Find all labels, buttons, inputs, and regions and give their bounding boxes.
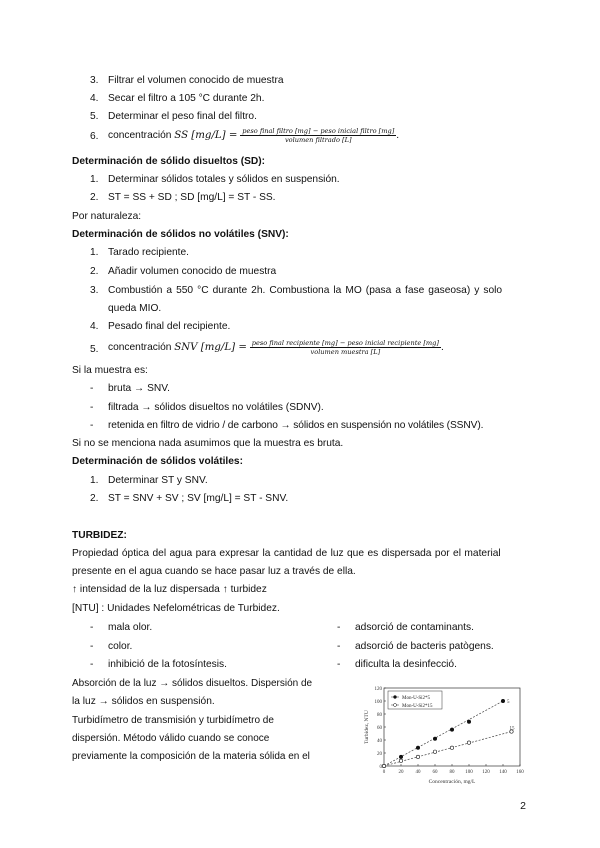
formula-end: .: [440, 342, 444, 354]
data-point: [467, 720, 470, 723]
x-axis-label: Concentración, mg/L: [428, 779, 476, 785]
bullet: -: [90, 383, 94, 394]
ss-formula: [108, 127, 399, 144]
y-axis-label: Turbidez, NTU: [364, 710, 370, 744]
legend-marker: [394, 704, 397, 707]
list-number: 1.: [90, 475, 99, 486]
list-item: adsorció de contaminants.: [355, 622, 474, 633]
paragraph: Turbidímetro de transmisión y turbidímetro de: [72, 715, 274, 726]
formula-numerator: peso final filtro [mg] − peso inicial filtro [mg]: [242, 127, 395, 135]
x-tick-label: 120: [482, 770, 490, 775]
y-tick-label: 0: [379, 764, 382, 770]
data-point: [382, 764, 385, 767]
list-item: retenida en filtro de vidrio / de carbono → sólidos en suspensión no volátiles (SSNV).: [108, 420, 484, 431]
formula-denominator: volumen filtrado [L]: [284, 136, 352, 144]
list-item: Combustión a 550 °C durante 2h. Combustiona la MO (pasa a fase gaseosa) y solo: [108, 285, 503, 296]
paragraph: dispersión. Método válido cuando se conoce: [72, 733, 270, 744]
paragraph: la luz → sólidos en suspensión.: [72, 696, 215, 707]
x-tick-label: 0: [382, 770, 386, 775]
x-tick-label: 140: [499, 770, 507, 775]
x-tick-label: 100: [465, 770, 473, 775]
list-number: 5.: [90, 111, 99, 122]
formula-numerator: peso final recipiente [mg] − peso inicial recipiente [mg]: [251, 339, 439, 347]
list-number: 4.: [90, 93, 99, 104]
list-item: ST = SNV + SV ; SV [mg/L] = ST - SNV.: [108, 493, 289, 504]
legend-label: Mon-U-Si2*15: [402, 703, 433, 709]
list-item: mala olor.: [108, 622, 153, 633]
paragraph: ↑ intensidad de la luz dispersada ↑ turbidez: [72, 584, 267, 595]
formula-label: concentración: [108, 342, 172, 354]
y-tick-label: 60: [377, 725, 382, 731]
y-tick-label: 20: [377, 751, 382, 757]
list-item: Determinar sólidos totales y sólidos en suspensión.: [108, 174, 340, 185]
formula-label: concentración: [108, 130, 172, 142]
bullet: -: [90, 622, 94, 633]
series-end-label: 15: [509, 726, 515, 732]
legend-marker: [394, 696, 397, 699]
list-item: inhibició de la fotosíntesis.: [108, 659, 227, 670]
list-number: 2.: [90, 266, 99, 277]
series-end-label: 5: [507, 700, 510, 705]
x-tick-label: 160: [516, 770, 524, 775]
y-tick-label: 120: [374, 686, 382, 692]
bullet: -: [337, 641, 341, 652]
list-number: 3.: [90, 75, 99, 86]
page-number: 2: [520, 800, 526, 812]
list-item: color.: [108, 641, 133, 652]
list-item: ST = SS + SD ; SD [mg/L] = ST - SS.: [108, 192, 276, 203]
formula-end: .: [396, 130, 400, 142]
list-item: Tarado recipiente.: [108, 247, 189, 258]
list-number: 4.: [90, 321, 99, 332]
section-heading-turbidez: TURBIDEZ:: [72, 530, 127, 541]
paragraph: Propiedad óptica del agua para expresar la cantidad de luz que es dispersada por el material: [72, 548, 501, 559]
list-number: 2.: [90, 192, 99, 203]
list-item: bruta → SNV.: [108, 383, 170, 394]
snv-formula: [108, 339, 444, 356]
list-item: Determinar ST y SNV.: [108, 475, 208, 486]
bullet: -: [337, 622, 341, 633]
formula-denominator: volumen muestra [L]: [310, 348, 381, 356]
x-tick-label: 60: [432, 770, 438, 775]
data-point: [399, 755, 402, 758]
list-item: Determinar el peso final del filtro.: [108, 111, 257, 122]
data-point: [416, 755, 419, 758]
paragraph: Absorción de la luz → sólidos disueltos. Dispersión de: [72, 678, 313, 689]
section-heading-sd: Determinación de sólido disueltos (SD):: [72, 156, 266, 167]
formula-fraction: [240, 127, 396, 144]
bullet: -: [337, 659, 341, 670]
data-point: [433, 737, 436, 740]
list-item-continuation: queda MIO.: [108, 303, 162, 314]
list-number: 1.: [90, 174, 99, 185]
data-point: [450, 746, 453, 749]
trend-line: [384, 732, 512, 766]
data-point: [467, 741, 470, 744]
list-item: adsorció de bacteris patògens.: [355, 641, 494, 652]
formula-lhs: SNV [mg/L] =: [174, 342, 247, 354]
data-point: [433, 750, 436, 753]
list-number: 2.: [90, 493, 99, 504]
data-point: [450, 728, 453, 731]
paragraph: Por naturaleza:: [72, 211, 142, 222]
paragraph: presente en el agua cuando se hace pasar luz a través de ella.: [72, 566, 356, 577]
data-point: [416, 746, 419, 749]
paragraph: [NTU] : Unidades Nefelométricas de Turbidez.: [72, 603, 280, 614]
legend-label: Mon-U-Si2*5: [402, 695, 431, 701]
formula-lhs: SS [mg/L] =: [174, 130, 238, 142]
paragraph: previamente la composición de la materia sólida en el: [72, 751, 310, 762]
list-number: 1.: [90, 247, 99, 258]
list-item: Añadir volumen conocido de muestra: [108, 266, 277, 277]
formula-fraction: [250, 339, 441, 356]
list-item: Filtrar el volumen conocido de muestra: [108, 75, 284, 86]
list-item: Pesado final del recipiente.: [108, 321, 231, 332]
y-tick-label: 100: [374, 699, 382, 705]
x-tick-label: 20: [398, 770, 404, 775]
y-tick-label: 80: [377, 712, 382, 718]
list-number: 3.: [90, 285, 99, 296]
x-tick-label: 80: [449, 770, 455, 775]
bullet: -: [90, 402, 94, 413]
paragraph: Si la muestra es:: [72, 365, 148, 376]
list-number: 5.: [90, 344, 99, 355]
section-heading-sv: Determinación de sólidos volátiles:: [72, 456, 243, 467]
list-item: Secar el filtro a 105 °C durante 2h.: [108, 93, 265, 104]
paragraph: Si no se menciona nada asumimos que la muestra es bruta.: [72, 438, 344, 449]
turbidity-chart: [358, 682, 528, 792]
section-heading-snv: Determinación de sólidos no volátiles (SNV):: [72, 229, 289, 240]
list-item: filtrada → sólidos disueltos no volátiles (SDNV).: [108, 402, 324, 413]
list-number: 6.: [90, 131, 99, 142]
bullet: -: [90, 420, 94, 431]
list-item: dificulta la desinfecció.: [355, 659, 457, 670]
data-point: [501, 699, 504, 702]
x-tick-label: 40: [415, 770, 421, 775]
data-point: [399, 759, 402, 762]
y-tick-label: 40: [377, 738, 382, 744]
bullet: -: [90, 641, 94, 652]
bullet: -: [90, 659, 94, 670]
